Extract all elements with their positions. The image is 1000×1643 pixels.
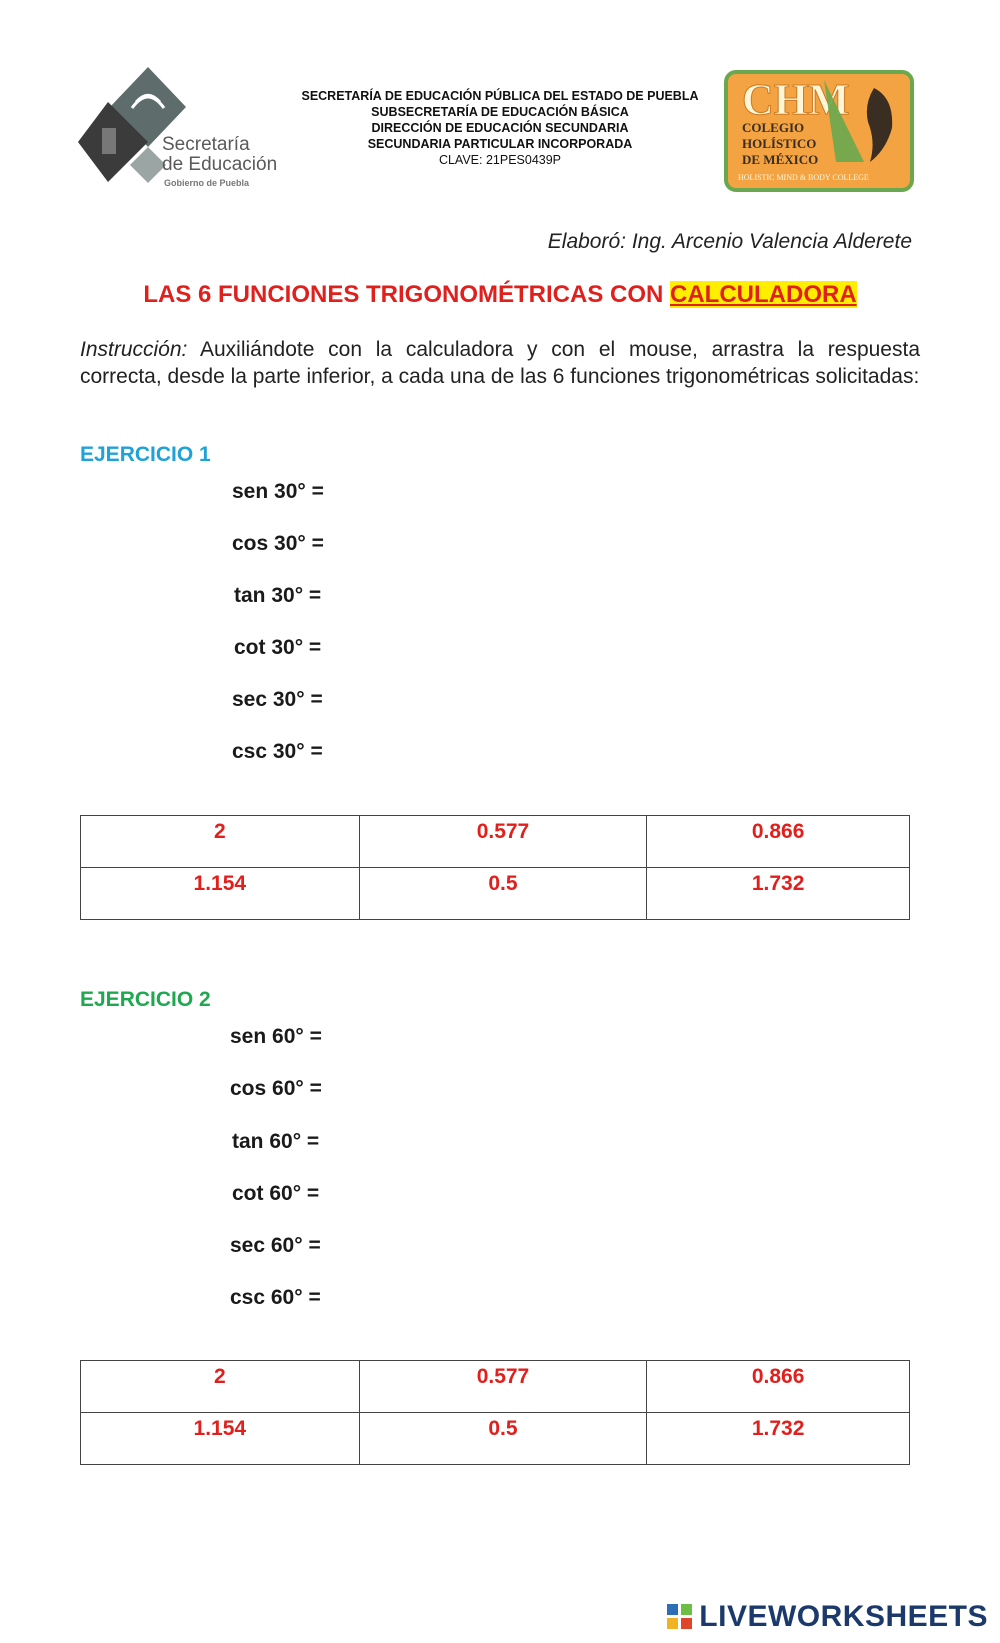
author-credit: Elaboró: Ing. Arcenio Valencia Alderete bbox=[547, 230, 912, 253]
sep-logo bbox=[78, 62, 288, 196]
page-title bbox=[0, 281, 1000, 309]
ex2-answer-option[interactable]: 0.577 bbox=[359, 1361, 647, 1413]
school-logo-letters: CHM bbox=[742, 75, 850, 124]
school-logo-graphic bbox=[724, 70, 914, 192]
school-logo-tagline: HOLISTIC MIND & BODY COLLEGE bbox=[738, 173, 869, 182]
page-title-main: LAS 6 FUNCIONES TRIGONOMÉTRICAS CON bbox=[143, 281, 671, 308]
table-row bbox=[81, 1413, 910, 1465]
ex1-question-tan: tan 30° = bbox=[234, 584, 322, 607]
ex1-answer-option[interactable]: 2 bbox=[81, 816, 360, 868]
ex1-answer-option[interactable]: 1.732 bbox=[647, 868, 910, 920]
page-title-highlight: CALCULADORA bbox=[670, 281, 857, 308]
liveworksheets-icon bbox=[667, 1604, 693, 1630]
school-logo-name-2: HOLÍSTICO bbox=[742, 136, 817, 151]
school-logo-name-3: DE MÉXICO bbox=[742, 152, 819, 167]
school-logo bbox=[724, 70, 914, 192]
header-institution-lines bbox=[280, 88, 720, 168]
exercise-2-title: EJERCICIO 2 bbox=[80, 988, 211, 1011]
ex2-answer-bank bbox=[80, 1360, 910, 1465]
ex2-question-tan: tan 60° = bbox=[232, 1130, 320, 1153]
ex2-question-sec: sec 60° = bbox=[230, 1234, 321, 1257]
exercise-1-title: EJERCICIO 1 bbox=[80, 443, 211, 466]
ex1-question-csc: csc 30° = bbox=[232, 740, 323, 763]
ex1-question-sen: sen 30° = bbox=[232, 480, 324, 503]
sep-logo-line-3: Gobierno de Puebla bbox=[164, 178, 250, 188]
ex1-answer-option[interactable]: 0.577 bbox=[359, 816, 647, 868]
liveworksheets-text: LIVEWORKSHEETS bbox=[699, 1600, 988, 1633]
instruction-text: Auxiliándote con la calculadora y con el mouse, arrastra la respuesta correcta, desde la parte inferior, a cada una de las 6 funciones trigonométricas solicitadas: bbox=[80, 338, 920, 388]
table-row bbox=[81, 1361, 910, 1413]
ex1-answer-bank bbox=[80, 815, 910, 920]
ex1-answer-option[interactable]: 1.154 bbox=[81, 868, 360, 920]
header-line-2: SUBSECRETARÍA DE EDUCACIÓN BÁSICA bbox=[371, 105, 629, 119]
ex2-question-sen: sen 60° = bbox=[230, 1025, 322, 1048]
table-row bbox=[81, 816, 910, 868]
sep-logo-graphic bbox=[78, 62, 288, 196]
ex1-answer-option[interactable]: 0.866 bbox=[647, 816, 910, 868]
ex2-question-csc: csc 60° = bbox=[230, 1286, 321, 1309]
header-line-5: CLAVE: 21PES0439P bbox=[438, 153, 562, 167]
ex2-answer-option[interactable]: 0.5 bbox=[359, 1413, 647, 1465]
header-line-1: SECRETARÍA DE EDUCACIÓN PÚBLICA DEL ESTADO DE PUEBLA bbox=[301, 89, 699, 103]
ex2-answer-option[interactable]: 0.866 bbox=[647, 1361, 910, 1413]
ex2-answer-option[interactable]: 1.154 bbox=[81, 1413, 360, 1465]
sep-logo-line-2: de Educación bbox=[162, 154, 278, 175]
school-logo-name-1: COLEGIO bbox=[742, 120, 805, 135]
ex2-question-cot: cot 60° = bbox=[232, 1182, 320, 1205]
ex1-question-sec: sec 30° = bbox=[232, 688, 323, 711]
ex1-question-cos: cos 30° = bbox=[232, 532, 324, 555]
sep-logo-line-1: Secretaría bbox=[162, 134, 250, 155]
instruction-paragraph bbox=[80, 336, 920, 390]
header-line-3: DIRECCIÓN DE EDUCACIÓN SECUNDARIA bbox=[371, 121, 629, 135]
ex1-question-cot: cot 30° = bbox=[234, 636, 322, 659]
ex1-answer-option[interactable]: 0.5 bbox=[359, 868, 647, 920]
liveworksheets-brand[interactable] bbox=[667, 1600, 988, 1634]
instruction-label: Instrucción: bbox=[80, 338, 188, 361]
ex2-answer-option[interactable]: 1.732 bbox=[647, 1413, 910, 1465]
header-line-4: SECUNDARIA PARTICULAR INCORPORADA bbox=[367, 137, 633, 151]
table-row bbox=[81, 868, 910, 920]
ex2-answer-option[interactable]: 2 bbox=[81, 1361, 360, 1413]
ex2-question-cos: cos 60° = bbox=[230, 1077, 322, 1100]
